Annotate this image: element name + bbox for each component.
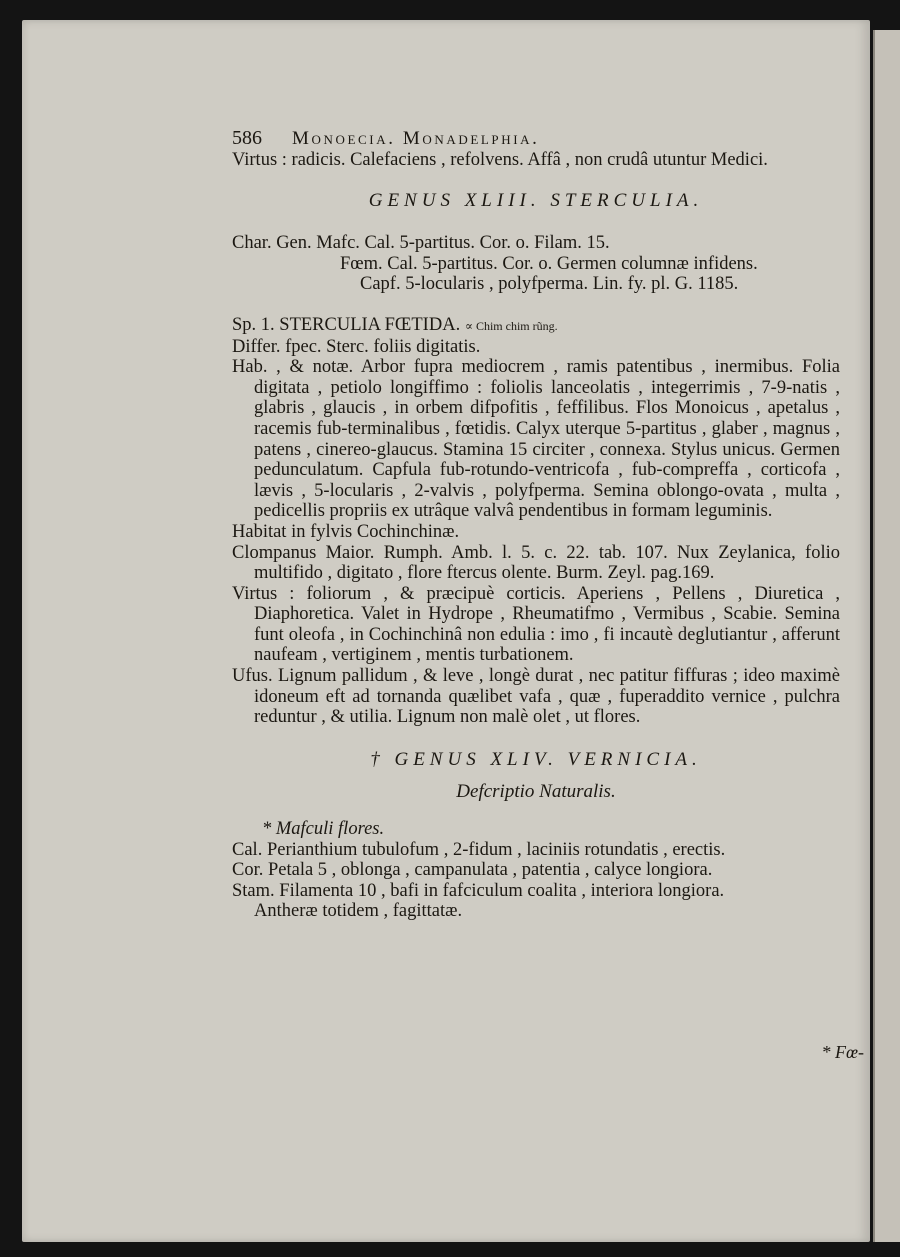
antherae-line: Antheræ totidem , fagittatæ. [254, 901, 463, 922]
cor-line: Cor. Petala 5 , oblonga , campanulata , patentia , calyce longiora. [232, 860, 713, 881]
species-name: Sp. 1. STERCULIA FŒTIDA. [232, 314, 461, 335]
differ-line: Differ. fpec. Sterc. foliis digitatis. [232, 336, 481, 357]
facing-page-edge [873, 30, 900, 1242]
genus-44-title: † GENUS XLIV. VERNICIA. [370, 748, 702, 770]
masculi-flores: * Mafculi flores. [262, 819, 385, 840]
stam-line: Stam. Filamenta 10 , bafi in fafciculum coalita , interiora longiora. [232, 880, 725, 901]
vernacular-name: Chim chim rũng. [475, 318, 558, 333]
page-gutter [873, 30, 875, 1242]
page-text [232, 128, 840, 922]
hab-paragraph: Hab. , & notæ. Arbor fupra mediocrem , ramis patentibus , inermibus. Folia digitata , petiolo longiffimo : foliolis lanceolatis , integerrimis , 7-9-natis , glabris , glaucis , in orbem difpofitis , feffilibus. Flos Monoicus , apetalus , racemis fub-terminalibus , fœtidis. Calyx uterque 5-partitus , glaber , magnus , patens , cinereo-glaucus. Stamina 15 circiter , connexa. Stylus unicus. Germen pedunculatum. Capfula fub-rotundo-ventricofa , fub-compreffa , corticofa , lævis , 5-locularis , 2-valvis , polyfperma. Semina oblongo-ovata , multa , pedicellis propriis ex utrâque valvâ pendentibus in formam leguminis. [232, 357, 840, 522]
clompanus-paragraph: Clompanus Maior. Rumph. Amb. l. 5. c. 22. tab. 107. Nux Zeylanica, folio multifido , digitato , flore ftercus olente. Burm. Zeyl. pag.169. [232, 542, 840, 584]
genus-43-title: GENUS XLIII. STERCULIA. [368, 189, 704, 211]
cal-line: Cal. Perianthium tubulofum , 2-fidum , laciniis rotundatis , erectis. [232, 839, 726, 860]
running-title: Monoecia. Monadelphia. [292, 128, 540, 149]
usus-paragraph: Ufus. Lignum pallidum , & leve , longè durat , nec patitur fiffuras ; ideo maximè idoneum eft ad tornanda quælibet vafa , quæ , fuperaddito vernice , pulchra reduntur , & utilia. Lignum non malè olet , ut flores. [232, 666, 840, 728]
char-gen-line-2: Fœm. Cal. 5-partitus. Cor. o. Germen columnæ infidens. [340, 253, 758, 274]
habitat-line: Habitat in fylvis Cochinchinæ. [232, 521, 460, 542]
page-header [232, 128, 840, 150]
virtus-paragraph: Virtus : foliorum , & præcipuè corticis. Aperiens , Pellens , Diuretica , Diaphoretica. Valet in Hydrope , Rheumatifmo , Vermibus , Scabie. Semina funt oleofa , in Cochinchinâ non edulia : imo , fi incautè deglutiantur , afferunt naufeam , vertiginem , mentis turbationem. [232, 583, 840, 666]
page-number: 586 [232, 127, 262, 149]
catchword: * Fœ- [821, 1042, 864, 1062]
descriptio-naturalis: Defcriptio Naturalis. [456, 781, 616, 803]
char-gen-line-1: Char. Gen. Mafc. Cal. 5-partitus. Cor. o. Filam. 15. [232, 233, 610, 254]
species-heading: Sp. 1. STERCULIA FŒTIDA. ∝ Chim chim rũng. [232, 314, 558, 335]
char-gen-line-3: Capf. 5-locularis , polyfperma. Lin. fy. pl. G. 1185. [360, 274, 739, 295]
virtus-previous: Virtus : radicis. Calefaciens , refolvens. Affâ , non crudâ utuntur Medici. [232, 150, 768, 170]
